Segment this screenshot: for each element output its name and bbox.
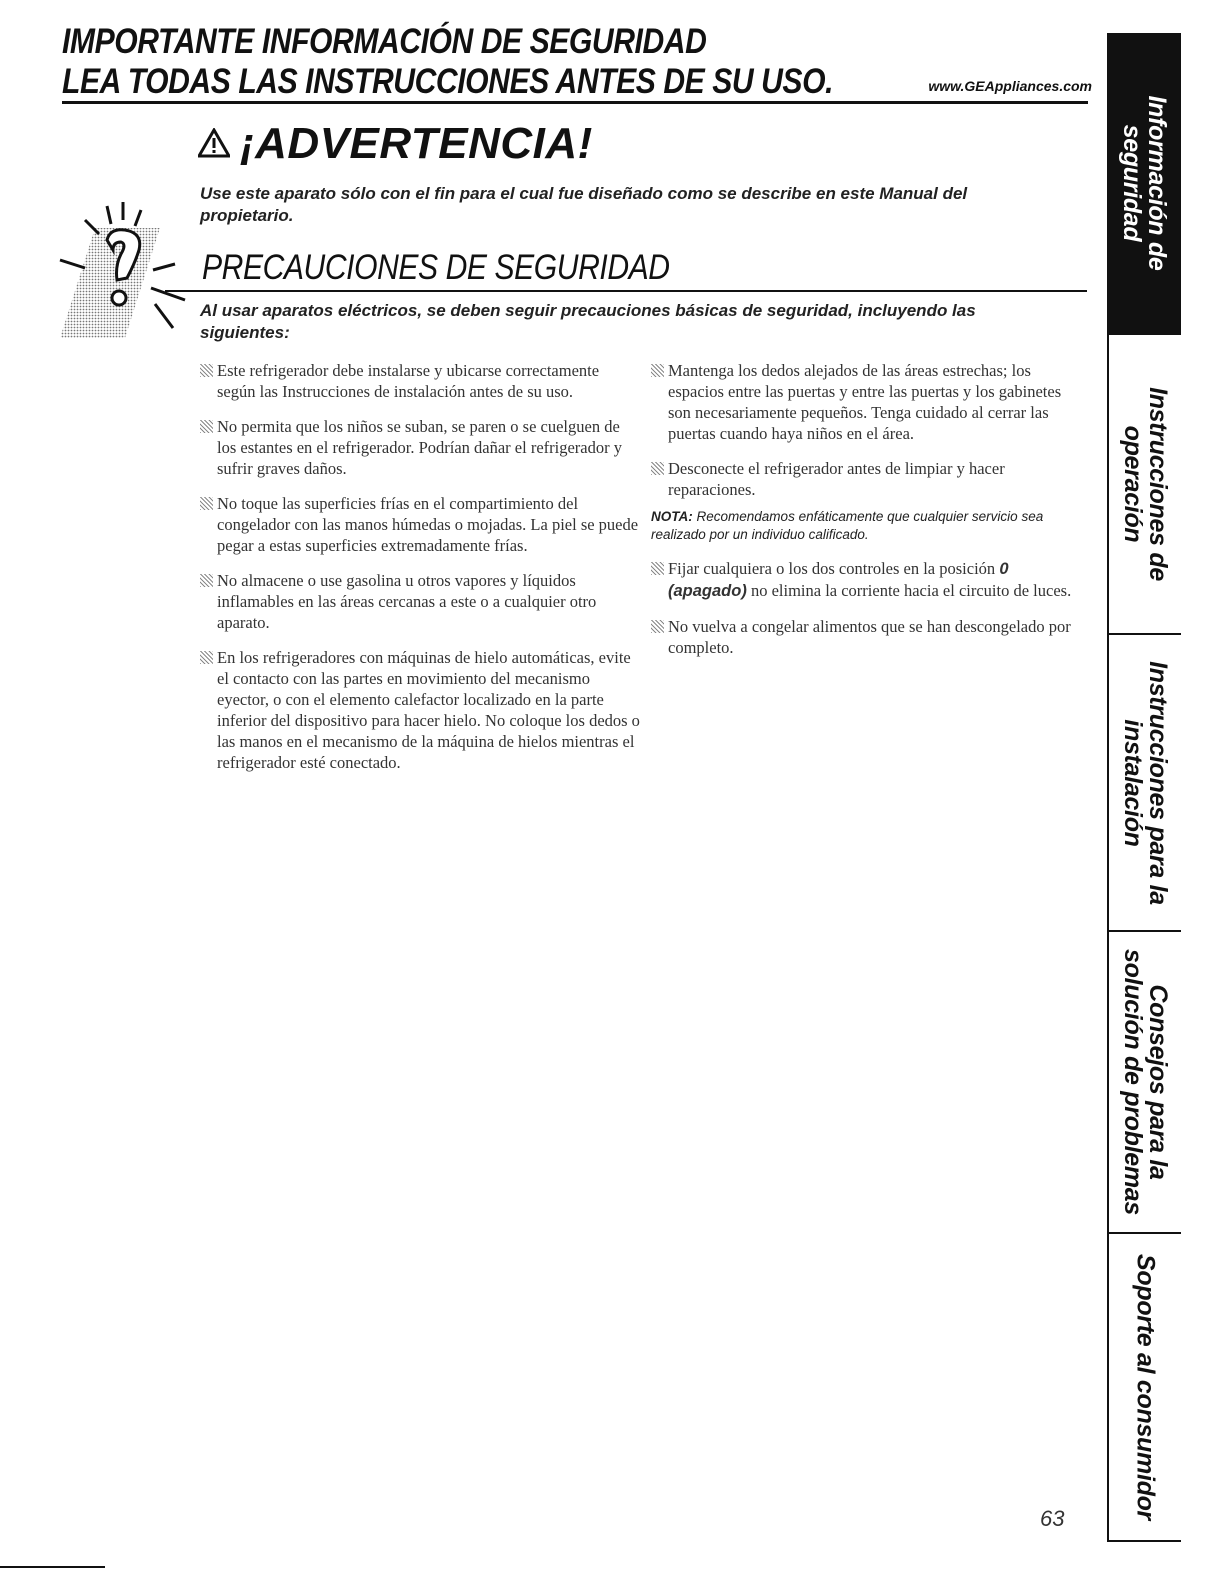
page-number: 63 bbox=[1040, 1506, 1065, 1531]
bullet-icon bbox=[651, 620, 664, 633]
warning-triangle-icon bbox=[198, 118, 230, 170]
list-item: No toque las superficies frías en el compartimiento del congelador con las manos húmedas o mojadas. La piel se puede pegar a estas superficies extremadamente frías. bbox=[200, 493, 640, 556]
tab-instrucciones-para-la-instalacion[interactable]: Instrucciones para la instalación bbox=[1107, 635, 1181, 932]
list-item: No almacene o use gasolina u otros vapores y líquidos inflamables en las áreas cercanas a este o a cualquier otro aparato. bbox=[200, 570, 640, 633]
list-item: No vuelva a congelar alimentos que se han descongelado por completo. bbox=[651, 616, 1081, 658]
warning-subtitle: Use este aparato sólo con el fin para el cual fue diseñado como se describe en este Manual del propietario. bbox=[200, 184, 968, 225]
bullet-icon bbox=[651, 462, 664, 475]
right-column bbox=[651, 360, 1081, 672]
bullet-icon bbox=[200, 364, 213, 377]
bullet-icon bbox=[200, 420, 213, 433]
page-header bbox=[62, 22, 1092, 102]
list-item: Este refrigerador debe instalarse y ubicarse correctamente según las Instrucciones de instalación antes de su uso. bbox=[200, 360, 640, 402]
list-item: Mantenga los dedos alejados de las áreas estrechas; los espacios entre las puertas y entre las puertas y los gabinetes son necesariamente pequeños. Tenga cuidado al cerrar las puertas cuando haya niños en el área. bbox=[651, 360, 1081, 444]
header-rule bbox=[62, 101, 1088, 104]
header-title-line1: IMPORTANTE INFORMACIÓN DE SEGURIDAD bbox=[62, 22, 707, 61]
left-column bbox=[200, 360, 640, 787]
tab-soporte-al-consumidor[interactable]: Soporte al consumidor bbox=[1107, 1234, 1181, 1542]
header-url: www.GEAppliances.com bbox=[928, 78, 1092, 94]
tab-instrucciones-de-operacion[interactable]: Instrucciones de operación bbox=[1107, 335, 1181, 635]
section-sidebar bbox=[1107, 33, 1181, 1542]
tab-informacion-de-seguridad[interactable]: Información de seguridad bbox=[1107, 33, 1181, 335]
bullet-icon bbox=[200, 651, 213, 664]
warning-title: ¡ADVERTENCIA! bbox=[240, 119, 593, 168]
precautions-title: PRECAUCIONES DE SEGURIDAD bbox=[202, 248, 670, 287]
tab-consejos-para-la-solucion-de-problemas[interactable]: Consejos para la solución de problemas bbox=[1107, 932, 1181, 1234]
nota-note bbox=[651, 508, 1081, 544]
apagado-label: 0 (apagado) bbox=[668, 560, 1009, 600]
list-item: En los refrigeradores con máquinas de hielo automáticas, evite el contacto con las partes en movimiento del mecanismo eyector, o con el elemento calefactor localizado en la parte inferior del dispositivo para hacer hielo. No coloque los dedos o las manos en el mecanismo de la máquina de hielos mientras el refrigerador esté conectado. bbox=[200, 647, 640, 773]
bullet-icon bbox=[200, 497, 213, 510]
warning-heading bbox=[198, 118, 593, 170]
safety-alert-icon bbox=[55, 188, 195, 348]
bullet-icon bbox=[651, 562, 664, 575]
list-item: Desconecte el refrigerador antes de limpiar y hacer reparaciones. bbox=[651, 458, 1081, 500]
list-item: Fijar cualquiera o los dos controles en la posición 0 (apagado) no elimina la corriente hacia el circuito de luces. bbox=[651, 558, 1081, 602]
footer-rule bbox=[0, 1566, 105, 1568]
nota-label: NOTA: bbox=[651, 509, 693, 524]
header-title-line2: LEA TODAS LAS INSTRUCCIONES ANTES DE SU USO. bbox=[62, 62, 834, 101]
nota-text: Recomendamos enfáticamente que cualquier servicio sea realizado por un individuo calificado. bbox=[651, 509, 1044, 542]
list-item: No permita que los niños se suban, se paren o se cuelguen de los estantes en el refrigerador. Podrían dañar el refrigerador y sufrir graves daños. bbox=[200, 416, 640, 479]
precautions-rule bbox=[165, 290, 1087, 292]
bullet-icon bbox=[651, 364, 664, 377]
bullet-icon bbox=[200, 574, 213, 587]
precautions-intro: Al usar aparatos eléctricos, se deben seguir precauciones básicas de seguridad, incluyendo las siguientes: bbox=[200, 301, 976, 342]
